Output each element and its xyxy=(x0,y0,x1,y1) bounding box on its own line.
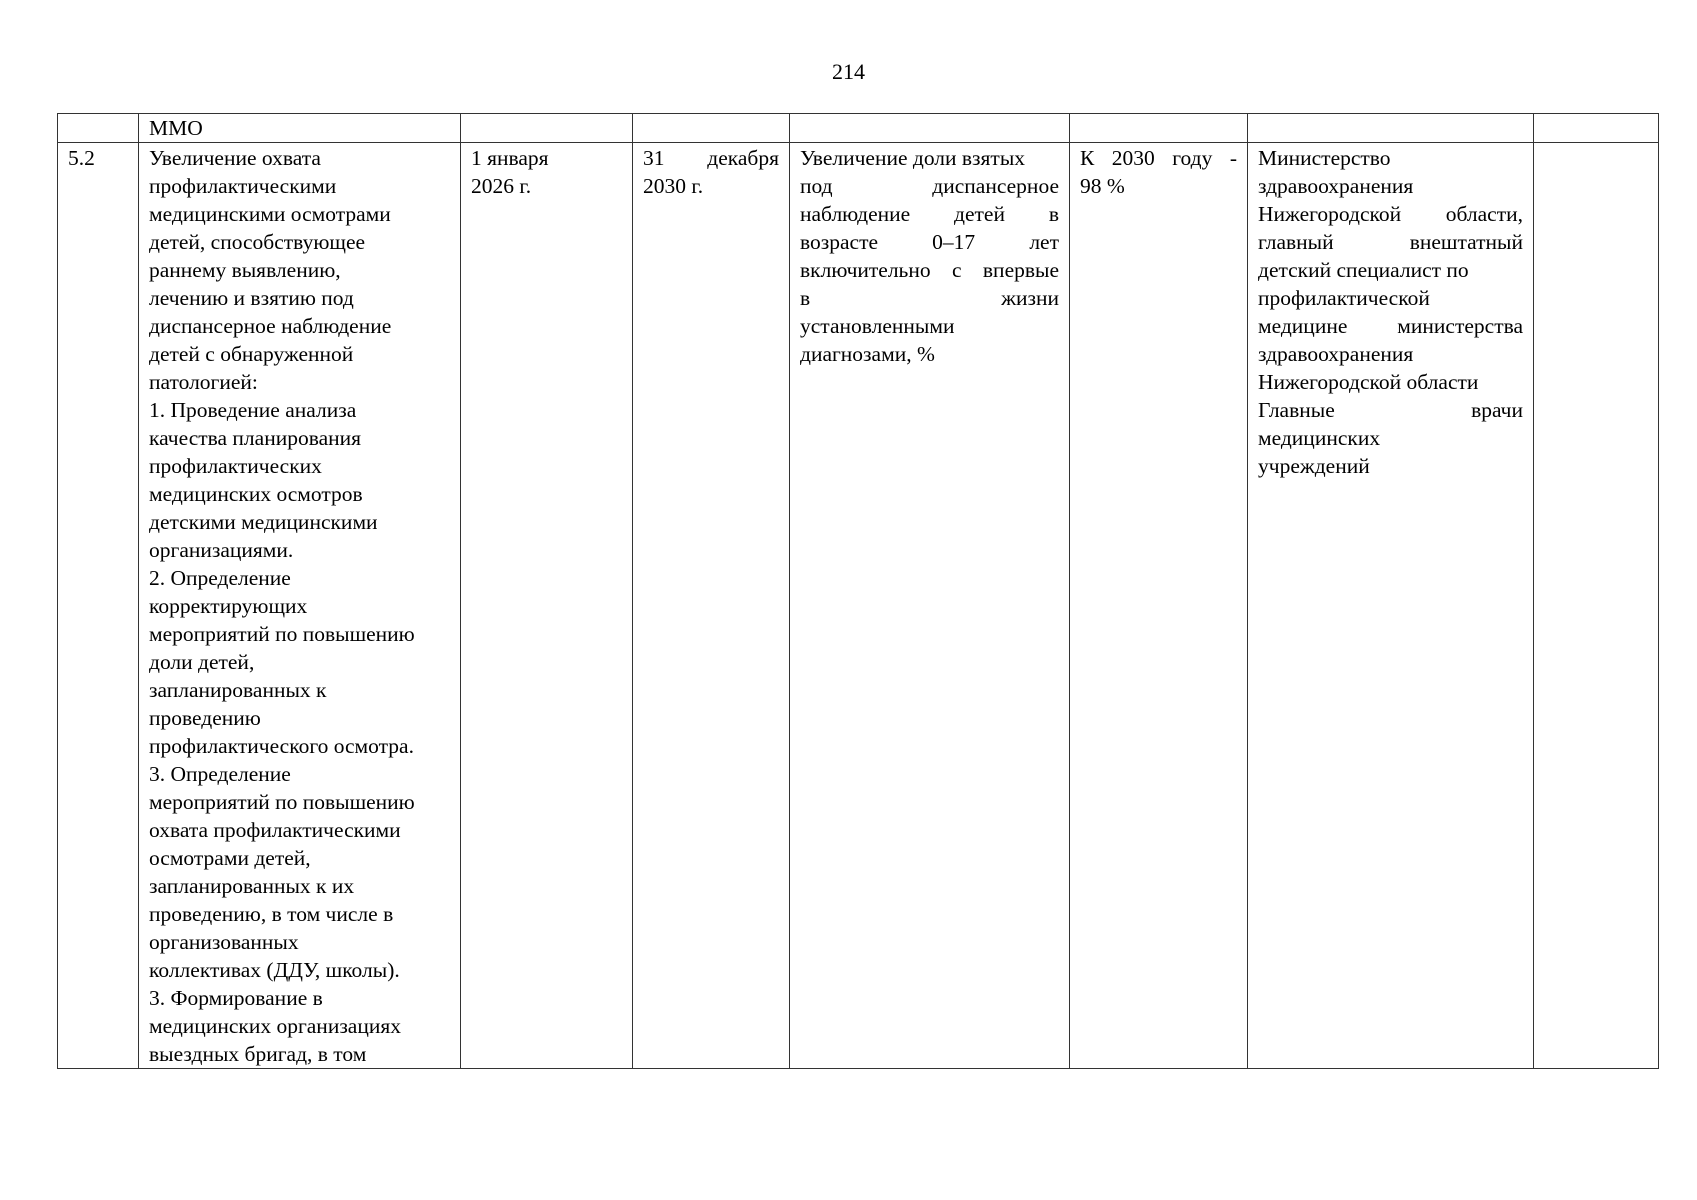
text-line: профилактического осмотра. xyxy=(149,734,414,758)
table-row-continuation xyxy=(58,114,1659,143)
cell-start-date-continued xyxy=(461,114,633,143)
text-line: 2030 г. xyxy=(643,174,704,198)
text-line: под диспансерное xyxy=(800,174,1059,198)
cell-responsible xyxy=(1248,143,1534,1069)
text-line: Министерство xyxy=(1258,146,1391,170)
text-line: мероприятий по повышению xyxy=(149,790,415,814)
cell-indicator xyxy=(790,143,1070,1069)
text-line: детскими медицинскими xyxy=(149,510,378,534)
page-number: 214 xyxy=(832,59,865,84)
text-line: в жизни xyxy=(800,286,1059,310)
text-line: запланированных к xyxy=(149,678,327,702)
text-line: возрасте 0–17 лет xyxy=(800,230,1059,254)
text-line: качества планирования xyxy=(149,426,362,450)
text-line: раннему выявлению, xyxy=(149,258,341,282)
text-line: главный внештатный xyxy=(1258,230,1523,254)
text-line: Нижегородской области, xyxy=(1258,202,1523,226)
text-line: Увеличение доли взятых xyxy=(800,146,1026,170)
text-line: Нижегородской области xyxy=(1258,370,1479,394)
text-line: организованных xyxy=(149,930,299,954)
cell-last-continued xyxy=(1534,114,1659,143)
text-line: диагнозами, % xyxy=(800,342,935,366)
end-date-text xyxy=(643,144,779,200)
text-line: лечению и взятию под xyxy=(149,286,354,310)
text-line: корректирующих xyxy=(149,594,308,618)
text-line: мероприятий по повышению xyxy=(149,622,415,646)
text-line: здравоохранения xyxy=(1258,174,1414,198)
cell-end-date xyxy=(633,143,790,1069)
text-line: детей, способствующее xyxy=(149,230,366,254)
cell-measure xyxy=(139,143,461,1069)
text-line: здравоохранения xyxy=(1258,342,1414,366)
text-line: проведению xyxy=(149,706,261,730)
text-line: профилактическими xyxy=(149,174,337,198)
cell-measure-continued: ММО xyxy=(139,114,461,143)
text-line: патологией: xyxy=(149,370,258,394)
text-line: выездных бригад, в том xyxy=(149,1042,367,1066)
text-line: К 2030 году - xyxy=(1080,146,1237,170)
text-line: медицинских осмотров xyxy=(149,482,363,506)
text-line: осмотрами детей, xyxy=(149,846,311,870)
text-line: Главные врачи xyxy=(1258,398,1523,422)
cell-indicator-continued xyxy=(790,114,1070,143)
table-row xyxy=(58,143,1659,1069)
cell-number-continued xyxy=(58,114,139,143)
text-line: организациями. xyxy=(149,538,294,562)
text-line: 3. Формирование в xyxy=(149,986,323,1010)
text-line: детский специалист по xyxy=(1258,258,1469,282)
text-line: детей с обнаруженной xyxy=(149,342,354,366)
cell-end-date-continued xyxy=(633,114,790,143)
text-line: медицинских xyxy=(1258,426,1381,450)
text-line: 1 января xyxy=(471,146,549,170)
cell-target xyxy=(1070,143,1248,1069)
text-line: 31 декабря xyxy=(643,146,779,170)
text-line: профилактической xyxy=(1258,286,1430,310)
target-text xyxy=(1080,144,1237,200)
start-date-text xyxy=(471,144,622,200)
responsible-text xyxy=(1258,144,1523,480)
text-line: 2026 г. xyxy=(471,174,532,198)
text-line: охвата профилактическими xyxy=(149,818,401,842)
text-line: наблюдение детей в xyxy=(800,202,1059,226)
text-line: медицине министерства xyxy=(1258,314,1523,338)
text-line: установленными xyxy=(800,314,955,338)
text-line: коллективах (ДДУ, школы). xyxy=(149,958,400,982)
cell-row-number: 5.2 xyxy=(58,143,139,1069)
cell-start-date xyxy=(461,143,633,1069)
text-line: учреждений xyxy=(1258,454,1370,478)
text-line: проведению, в том числе в xyxy=(149,902,394,926)
text-line: диспансерное наблюдение xyxy=(149,314,392,338)
text-line: запланированных к их xyxy=(149,874,355,898)
text-line: медицинскими осмотрами xyxy=(149,202,391,226)
text-line: 3. Определение xyxy=(149,762,291,786)
text-line: профилактических xyxy=(149,454,322,478)
text-line: 1. Проведение анализа xyxy=(149,398,357,422)
measure-text xyxy=(149,144,450,1068)
text-line: доли детей, xyxy=(149,650,255,674)
measures-table xyxy=(57,113,1659,1069)
text-line: медицинских организациях xyxy=(149,1014,402,1038)
text-line: 2. Определение xyxy=(149,566,291,590)
text-line: Увеличение охвата xyxy=(149,146,321,170)
indicator-text xyxy=(800,144,1059,368)
cell-responsible-continued xyxy=(1248,114,1534,143)
cell-last xyxy=(1534,143,1659,1069)
cell-target-continued xyxy=(1070,114,1248,143)
text-line: 98 % xyxy=(1080,174,1125,198)
text-line: включительно с впервые xyxy=(800,258,1059,282)
